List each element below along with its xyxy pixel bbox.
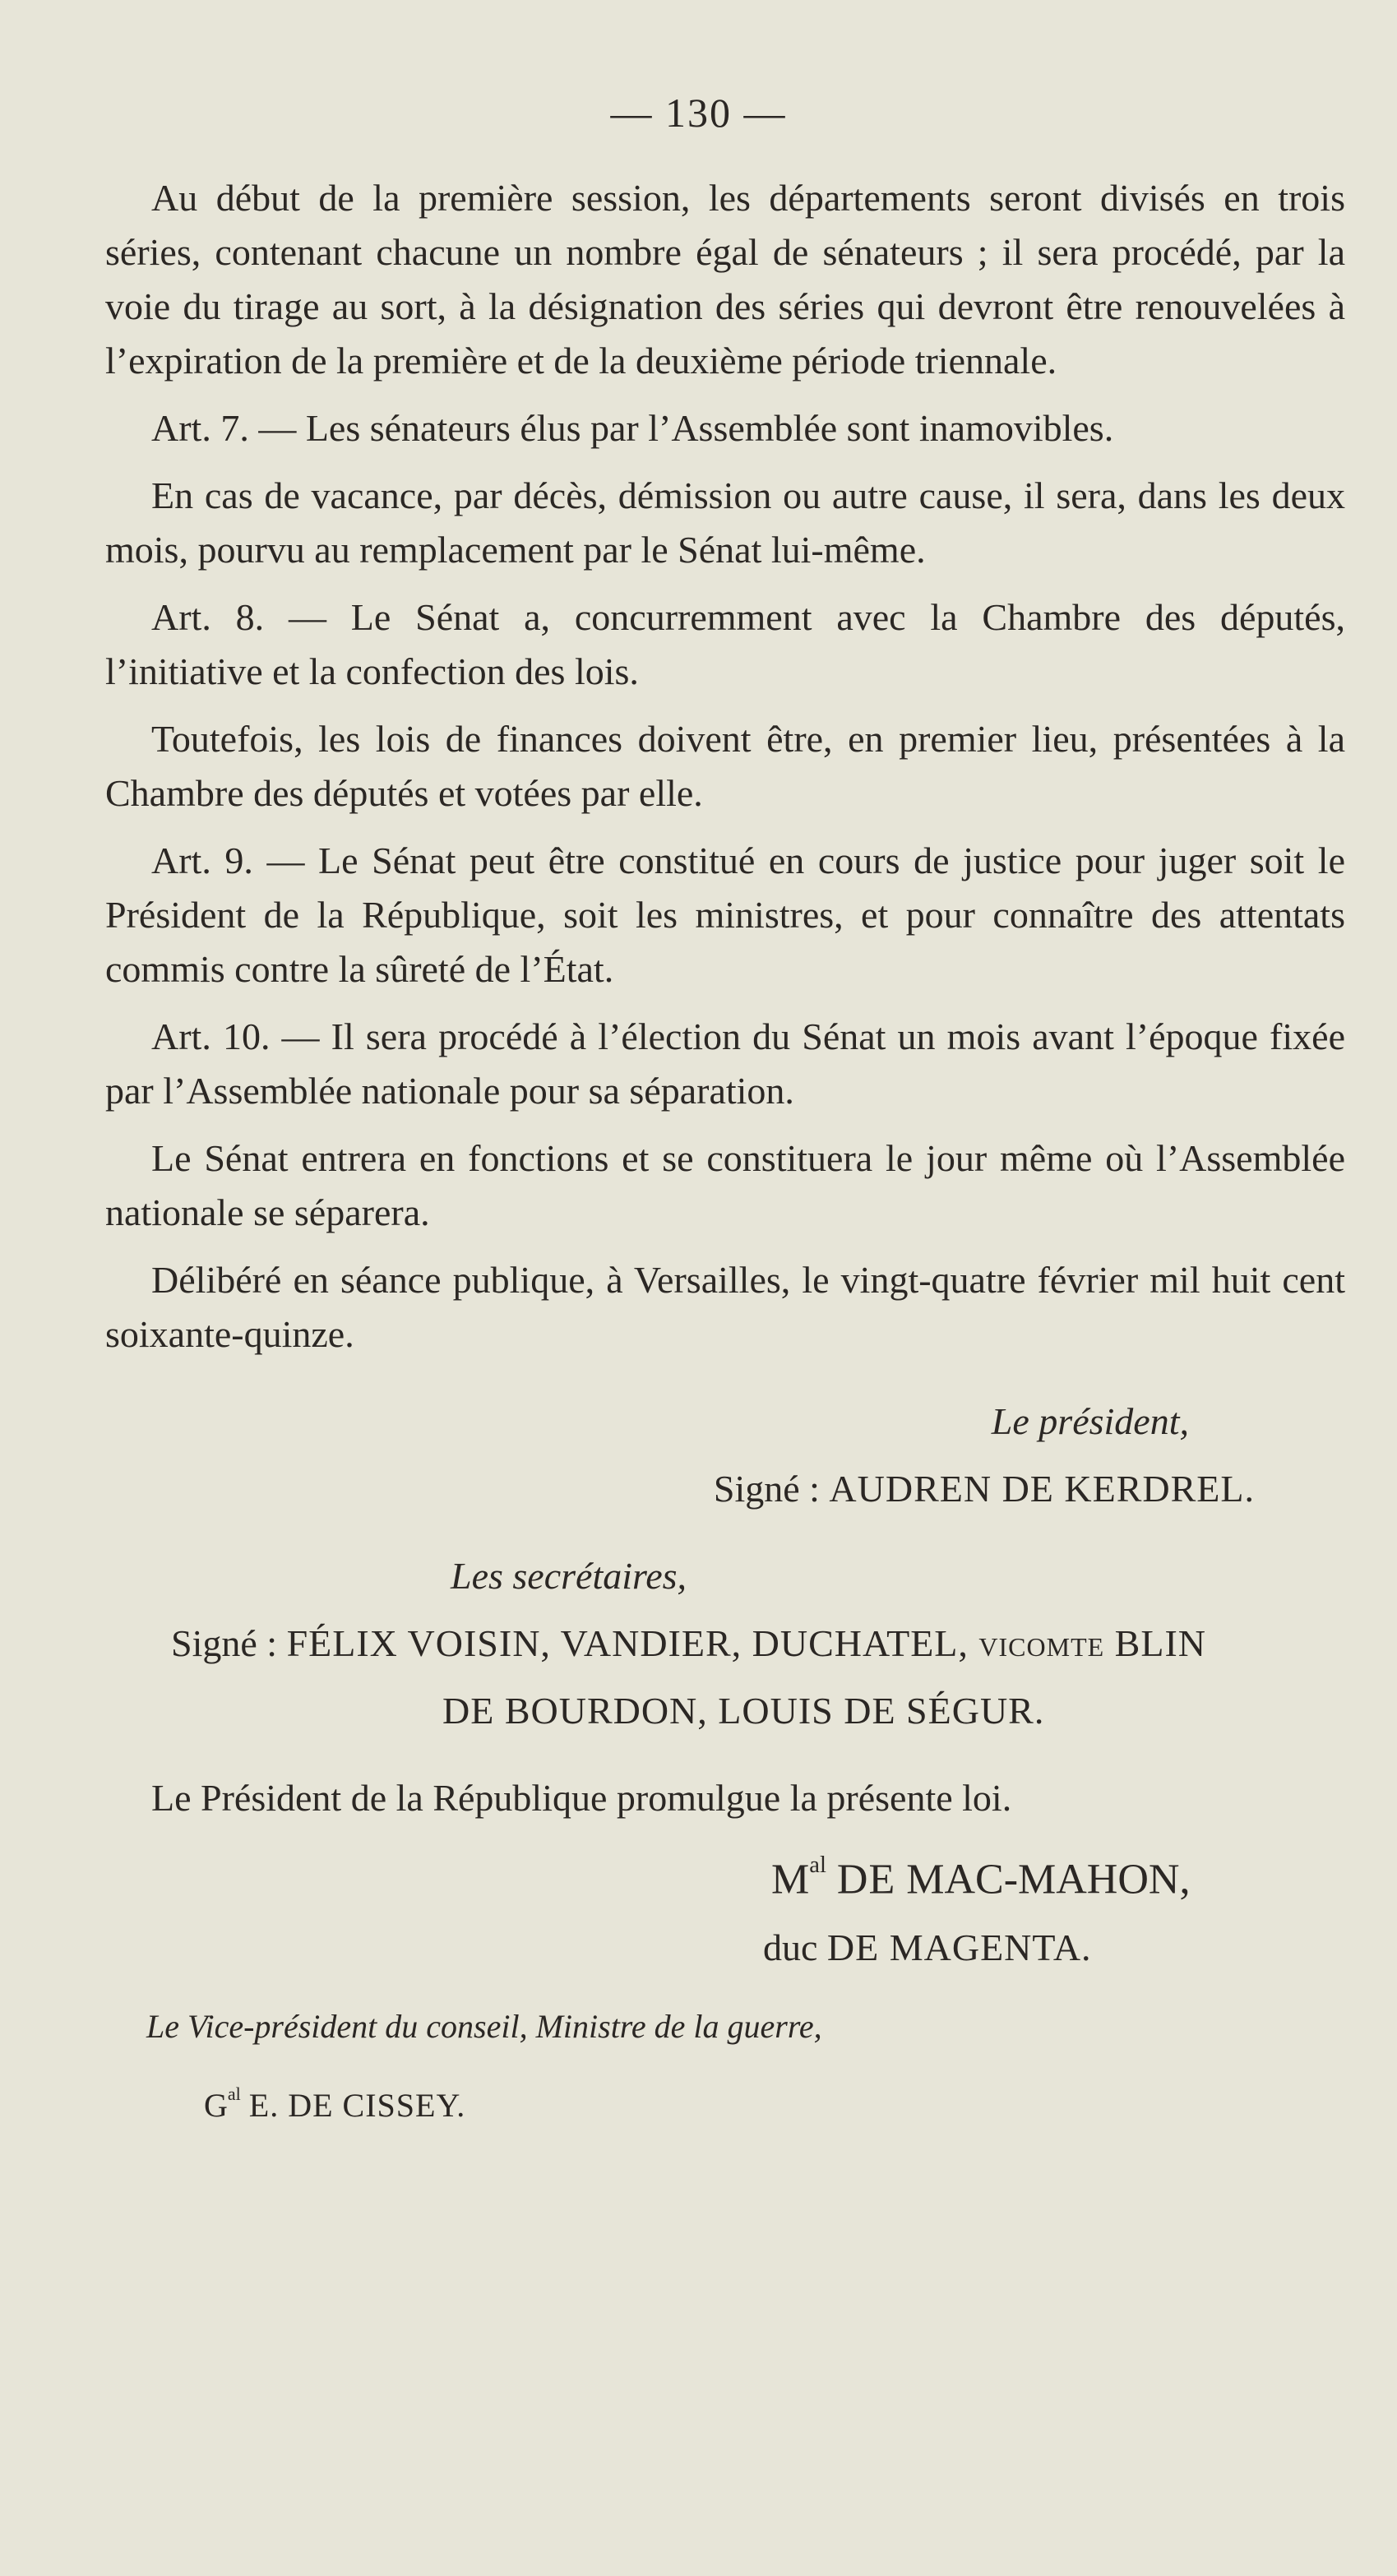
paragraph: Au début de la première session, les départements seront divisés en trois séries, contenant chacune un nombre égal de sénateurs ; il sera procédé, par la voie du tirage au sort, à la désignation des séries qui devront être renouvelées à l’expiration de la première et de la deuxième période triennale.: [105, 177, 1345, 382]
president-title: Le président,: [991, 1400, 1189, 1442]
secretaires-names-line2: DE BOURDON, LOUIS DE SÉGUR.: [442, 1690, 1045, 1732]
vice-president-title: Le Vice-président du conseil, Ministre de la guerre,: [146, 2007, 822, 2045]
cissey-signature: [105, 2067, 1345, 2133]
paragraph: Le Sénat entrera en fonctions et se constituera le jour même où l’Assemblée nationale se séparera.: [105, 1137, 1345, 1233]
secretaires-signature: [105, 1616, 1345, 1671]
duc-de-magenta: [105, 1921, 1345, 1975]
general-abbrev: G: [204, 2086, 228, 2124]
president-signature: [105, 1462, 1345, 1516]
secretaires-title: Les secrétaires,: [451, 1555, 687, 1597]
president-name: AUDREN DE KERDREL.: [829, 1468, 1255, 1510]
paragraph: Art. 7. — Les sénateurs élus par l’Assemblée sont inamovibles.: [151, 407, 1114, 449]
paragraph: Art. 10. — Il sera procédé à l’élection du Sénat un mois avant l’époque fixée par l’Assemblée nationale pour sa séparation.: [105, 1015, 1345, 1112]
document-body: [105, 171, 1345, 2146]
signe-label: Signé :: [713, 1468, 830, 1510]
promulgation: Le Président de la République promulgue la présente loi.: [151, 1777, 1012, 1819]
cissey-name: E. DE CISSEY.: [248, 2086, 466, 2124]
signe-label: Signé :: [171, 1622, 287, 1664]
mac-mahon-signature: [105, 1838, 1345, 1908]
duc-name: DE MAGENTA.: [826, 1926, 1092, 1968]
mac-mahon-name: MAC-MAHON,: [906, 1856, 1191, 1903]
paragraph: Toutefois, les lois de finances doivent être, en premier lieu, présentées à la Chambre des députés et votées par elle.: [105, 718, 1345, 814]
page-number: — 130 —: [610, 90, 787, 136]
secretaires-names-line1: FÉLIX VOISIN, VANDIER, DUCHATEL, vicomte BLIN: [286, 1622, 1206, 1664]
paragraph: Délibéré en séance publique, à Versailles, le vingt-quatre février mil huit cent soixante-quinze.: [105, 1259, 1345, 1355]
duc-word: duc: [763, 1926, 818, 1968]
general-sup: al: [227, 2083, 241, 2104]
mac-mahon-de: DE: [836, 1856, 896, 1903]
paragraph: Art. 9. — Le Sénat peut être constitué en cours de justice pour juger soit le Président de la République, soit les ministres, et pour connaître des attentats commis contre la sûreté de l’État.: [105, 839, 1345, 990]
marechal-abbrev: M: [771, 1856, 810, 1903]
paragraph: En cas de vacance, par décès, démission ou autre cause, il sera, dans les deux mois, pourvu au remplacement par le Sénat lui-même.: [105, 474, 1345, 571]
paragraph: Art. 8. — Le Sénat a, concurremment avec la Chambre des députés, l’initiative et la confection des lois.: [105, 596, 1345, 692]
marechal-sup: al: [809, 1852, 826, 1878]
